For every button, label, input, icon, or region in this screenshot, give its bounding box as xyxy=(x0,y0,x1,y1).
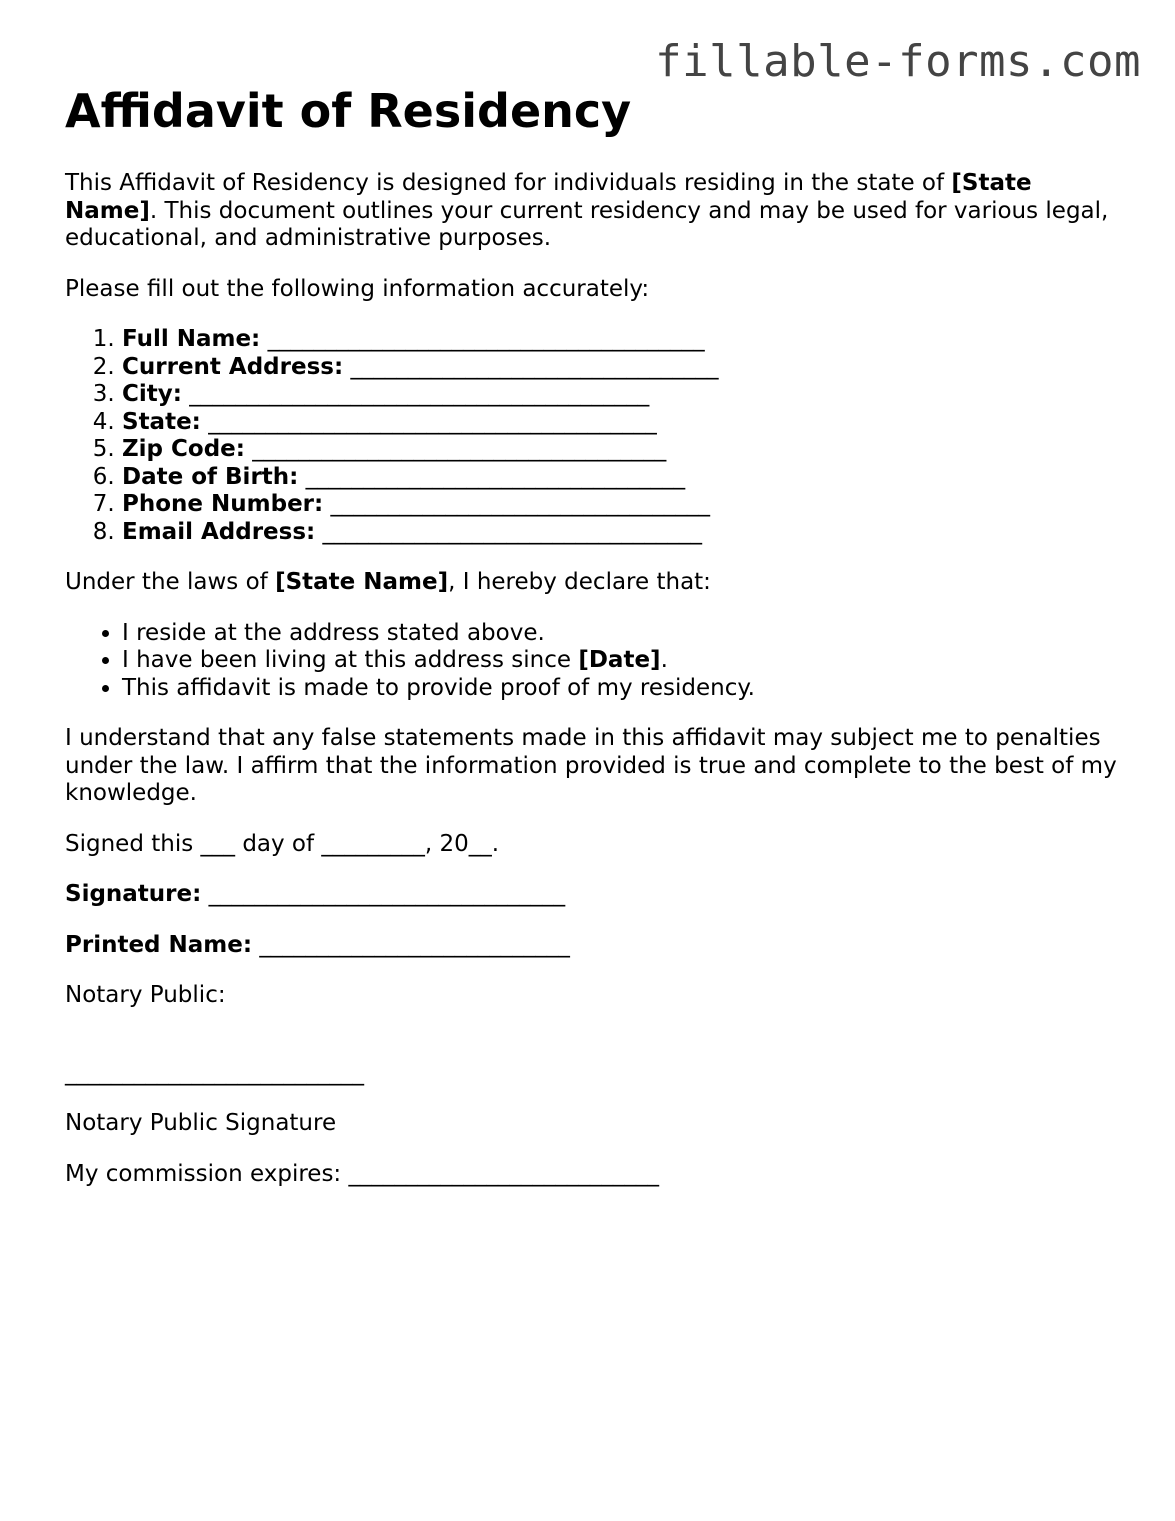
info-field-list xyxy=(65,326,1125,546)
instructions: Please fill out the following information accurately: xyxy=(65,275,650,302)
declaration-text-before: Under the laws of xyxy=(65,569,276,595)
document-title: Affidavit of Residency xyxy=(65,84,632,138)
field-label: Full Name: xyxy=(122,326,261,352)
declaration-text-after: , I hereby declare that: xyxy=(448,569,711,595)
field-label: City: xyxy=(122,381,182,407)
field-blank[interactable]: _________________________________ xyxy=(322,518,703,545)
date-placeholder: [Date] xyxy=(578,647,661,673)
field-label: Zip Code: xyxy=(122,436,245,462)
field-label: Current Address: xyxy=(122,353,344,380)
field-current-address xyxy=(122,354,1125,382)
field-phone-number xyxy=(122,491,1125,519)
statement-item: • This affidavit is made to provide proof of my residency. xyxy=(122,675,1125,703)
field-label: Email Address: xyxy=(122,518,316,545)
field-label: Phone Number: xyxy=(122,491,324,517)
field-date-of-birth xyxy=(122,464,1125,492)
commission-blank[interactable]: ___________________________ xyxy=(348,1160,659,1187)
notary-signature-label: Notary Public Signature xyxy=(65,1110,337,1136)
notary-signature-blank[interactable]: __________________________ xyxy=(65,1059,364,1086)
field-blank[interactable]: ____________________________________ xyxy=(252,436,667,462)
statement-list xyxy=(65,620,1125,703)
intro-text-before: This Affidavit of Residency is designed for individuals residing in the state of xyxy=(65,170,952,196)
field-blank[interactable]: _______________________________________ xyxy=(208,408,657,435)
field-blank[interactable]: ______________________________________ xyxy=(267,326,705,352)
declaration-paragraph xyxy=(65,569,1125,597)
document-body xyxy=(65,84,1125,1188)
field-full-name xyxy=(122,326,1125,354)
commission-line xyxy=(65,1161,1125,1189)
commission-label: My commission expires: xyxy=(65,1160,342,1187)
field-label: Date of Birth: xyxy=(122,463,299,490)
signature-line xyxy=(65,881,1125,909)
field-city xyxy=(122,381,1125,409)
printed-name-line xyxy=(65,932,1125,960)
intro-text-after: . This document outlines your current residency and may be used for various legal, educational, and administrative purposes. xyxy=(65,197,1109,251)
field-zip-code xyxy=(122,436,1125,464)
field-label: State: xyxy=(122,408,201,435)
statement-item: • I reside at the address stated above. xyxy=(122,620,1125,648)
field-email-address xyxy=(122,519,1125,547)
field-blank[interactable]: _________________________________ xyxy=(305,463,686,490)
field-blank[interactable]: _________________________________ xyxy=(330,491,711,517)
signature-label: Signature: xyxy=(65,881,202,907)
printed-name-label: Printed Name: xyxy=(65,931,253,958)
acknowledgment-paragraph: I understand that any false statements made in this affidavit may subject me to penalties under the law. I affirm that the information provided is true and complete to the best of my knowledge. xyxy=(65,725,1117,806)
signature-blank[interactable]: _______________________________ xyxy=(208,881,566,907)
statement-item xyxy=(122,647,1125,675)
declaration-state-placeholder: [State Name] xyxy=(275,569,449,595)
field-state xyxy=(122,409,1125,437)
field-blank[interactable]: ________________________________ xyxy=(350,353,719,380)
watermark: fillable-forms.com xyxy=(655,36,1141,87)
intro-paragraph xyxy=(65,170,1125,253)
printed-name-blank[interactable]: ___________________________ xyxy=(259,931,570,958)
statement-text-before: I have been living at this address since xyxy=(122,647,579,673)
signed-date-line[interactable]: Signed this ___ day of _________, 20__. xyxy=(65,830,500,857)
field-blank[interactable]: ________________________________________ xyxy=(189,381,650,407)
notary-public-label: Notary Public: xyxy=(65,982,226,1008)
statement-text-after: . xyxy=(660,647,668,673)
intro-state-placeholder: [State Name] xyxy=(65,170,1032,224)
